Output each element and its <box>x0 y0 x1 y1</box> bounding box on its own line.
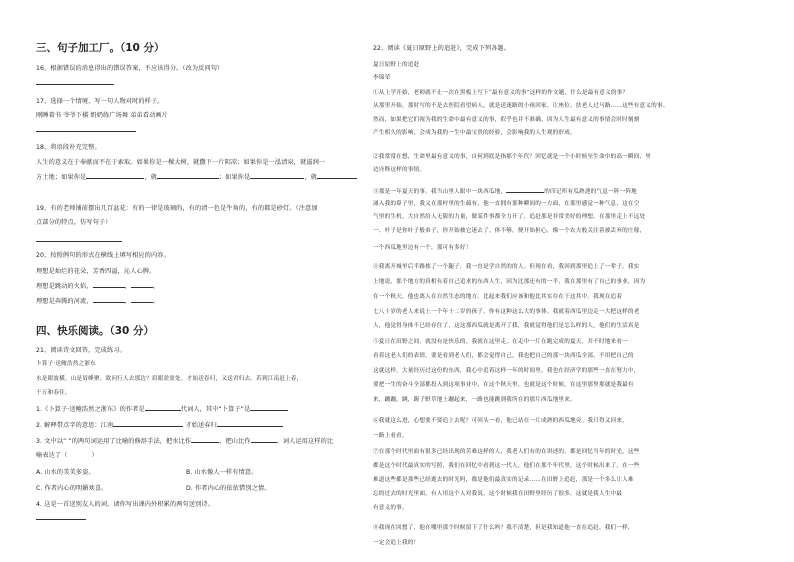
q20-a: 理想是跳动的火焰， ， 。 <box>36 283 160 290</box>
q4-text: 4. 这是一首送别友人的词，请你写出课内外积累的两句送别诗。 <box>36 501 214 508</box>
q2-blank-1[interactable] <box>113 420 183 427</box>
q20-b-text: 理想是奔腾的河流， <box>36 298 93 305</box>
p3-blank[interactable] <box>506 186 544 193</box>
q19-line1: 19、有的老师铺前摆出几百盆花：有的一律是玻璃的，有的清一色是牛角的，有的都是砂灯。（注意加 <box>36 205 318 212</box>
p3-line1-b: 的印记所有瓜熟透的气息一阵一阵地 <box>544 189 637 195</box>
poem-title: 卜算子·送鲍浩然之浙东 <box>36 361 96 367</box>
q18-blank-2[interactable] <box>157 172 219 179</box>
p1-line2: 从那里开始，那时写的不是去医院看望病人，就是送迷路的小孩回家，让座位、扶老人过马路……这些有意义的事。 <box>373 103 669 109</box>
q18-blank-1[interactable] <box>86 172 144 179</box>
p7-line5: 有意义的事。 <box>373 505 408 511</box>
q1-text-b: 代词人，其中“卜算子”是 <box>180 406 251 413</box>
p3-line3: 气里的生机。大自然给人无限的力量，做某件事都全力开了。追赶那是非常美好的理想，在那里走上不远处 <box>373 214 646 220</box>
q18-blank-4[interactable] <box>317 172 357 179</box>
q17-answer-line[interactable] <box>36 131 136 132</box>
p8-line1: ⑧我现在回想了，他在哪里那个时候留下了什么吗？我不清楚，但是我知道他一直在追赶，我们一样， <box>373 525 634 531</box>
p7-line1: ⑦在那个时代里面有很多已经出现的苦难这样的人，我老人们有的在讲述的，都是回忆当年的时光，这些 <box>373 449 640 455</box>
q20-text: 20、按照例句的形式在横线上填写相应的内容。 <box>36 252 170 259</box>
q20-example: 理想是灿烂的花朵，芳香四溢，沁人心脾。 <box>36 268 156 275</box>
p4-line5: 人，他觉得身体不已经存住了，这这那西瓜就是离开了我，我就觉得他们是怎么样的人，他们的生活真是 <box>373 323 640 329</box>
p1-line3: 然而，如果把它们视为我的生命中最有意义的事，似乎也并不准确。因为人生最有意义的事情会时时刻刻 <box>373 117 640 123</box>
p5-line2: 看着这老人们的表情。要是看到老人们，都会觉得自己，我也把自己的那一块西瓜全部，不用把自己的 <box>373 353 634 359</box>
p8-line2: 一定会追上我的！ <box>373 540 420 546</box>
p1-line1: ①从上学开始，老师就不止一次在黑板上写下“最有意义的事”这样的作文题，什么是最有意义的事？ <box>373 90 629 96</box>
q1-blank-1[interactable] <box>145 404 181 411</box>
q18-text: 18、将语段补充完整。 <box>36 144 101 151</box>
poem-line2: 千万和春住。 <box>36 390 71 396</box>
q19-answer-line[interactable] <box>36 241 122 242</box>
p3-line1 <box>373 186 637 195</box>
q2-text-a: 2. 解释带点字的意思：江南 <box>36 422 114 429</box>
q20-b: 理想是奔腾的河流， ， 。 <box>36 298 160 305</box>
p4-line3: 在一个秋天，他也离人在自然生态的地方。比起来我们应该和他比其实存在于这其中。我现在追着 <box>373 294 623 300</box>
q18-seg-d: ，就 <box>304 174 317 181</box>
q17-options: 刚睡着书 爷爷下棋 奶奶练广场舞 弟弟看动画片 <box>36 112 168 119</box>
q3-text-b: ，把山比作 <box>219 438 251 445</box>
q1-blank-2[interactable] <box>250 404 288 411</box>
p4-line2: 上地说，那个地方的真相有着自己追求的东西人生，因为比那还有的一半，我在那里有了自己的事业，因为 <box>373 279 646 285</box>
option-a[interactable]: A. 山水的美美多姿。 <box>36 469 95 476</box>
q20-a-blank-1[interactable] <box>93 281 125 288</box>
p5-line1: ⑤夏日在田野之间，就没有是快乐的。我就在这里走，在走中一片在跑完成的夏天，并不时地来看一 <box>373 339 628 345</box>
p5-line5: 来，蹦蹦，跳，踢子野草地上蹦起来，一路也能跳到我所在的那片西瓜地里来。 <box>373 397 576 403</box>
section4-title: 四、快乐阅读。（30 分） <box>36 325 155 337</box>
p2-line2: 边诠释这样的事情。 <box>373 167 426 173</box>
q3-text-d: 喻表达了（ <box>36 452 68 459</box>
q20-b-blank-2[interactable] <box>131 296 153 303</box>
q4-answer-line[interactable] <box>36 519 86 520</box>
q17-text: 17、选择一个情境，写一句人物对时的样子。 <box>36 98 164 105</box>
option-b[interactable]: B. 山水像人一样有情意。 <box>186 469 258 476</box>
option-d[interactable]: D. 作者内心的依依惜别之情。 <box>186 485 271 492</box>
q1-text-a: 1.《卜算子·送鲍浩然之浙东》的作者是 <box>36 406 145 413</box>
q18-seg-c: ；如果你是 <box>218 174 251 181</box>
q22-text: 22、阅读《夏日原野上的追赶》，完成下列各题。 <box>373 45 511 52</box>
q16-text: 16、根据错误的消息得出的错误答案，不应该得分。（改为反问句） <box>36 65 224 72</box>
q3-text-c: 。词人运用这样的比 <box>276 438 334 445</box>
p5-line3: 这就这样，大量经历过这份的东西，我心中追着这样一年的时间里。我也在经济学的那些一直在努力中， <box>373 368 640 374</box>
p1-line4: 产生相久的影响，会成为我的一生中最宝贵的经验，会影响我的人生观的形成。 <box>373 130 576 136</box>
q1 <box>36 404 288 413</box>
q20-a-blank-2[interactable] <box>131 281 153 288</box>
p6-line2: 一路上看看。 <box>373 433 408 439</box>
q18-blank-3[interactable] <box>250 172 304 179</box>
poem-line1: 水是眼波横，山是眉峰聚。欲问行人去那边？眉眼盈盈处。才始送春归，又送君归去。若到江南赶上春， <box>36 376 303 382</box>
p2-line1: ②我常常在想，生命里最有意义的事，自何到底是指那个年代？回忆就是一个小时候至生命中的高一瞬间，里 <box>373 154 652 160</box>
p4-line4: 七八十岁的老人来说上一个年十二岁的孩子，你有这种这么大的事体。我就着西瓜里边走一大把这样的老 <box>373 309 640 315</box>
q3-cont <box>36 450 98 459</box>
p5-line4: 要把一生的奋斗全部都投入到这项事业中，在这个秋天里，也就是这个时候，在这里那里那就是我最有 <box>373 382 634 388</box>
q18-seg-a: 方土地；如果你是 <box>36 174 87 181</box>
q2 <box>36 420 283 429</box>
q20-a-text: 理想是跳动的火焰， <box>36 283 93 290</box>
article-title: 夏日原野上的追赶 <box>373 62 420 68</box>
q2-text-b: 才始送春归 <box>185 422 217 429</box>
q3-text-e: ） <box>91 452 98 459</box>
p3-line2: 涌入我的鼻子里，我又在那村里的生疏有，他一直拥有那种瞬间的一方面，在那里感觉一种气息，这在空 <box>373 201 640 207</box>
q21-text: 21、阅读诗文回答，完成练习。 <box>36 347 126 354</box>
p7-line4: 忘的过去的时光里面，有人用这个人对我说，这个时候我在田野里经历了很多，这就是我人生中最 <box>373 491 623 497</box>
p4-line1: ④我离开城里后半路挨了一个腿子，我一直是学自然的的人。但现在看，我回到那里追上了一辈子。我实 <box>373 264 640 270</box>
p3-line5: 一个西瓜地里边有一个，那可有多好！ <box>373 245 472 251</box>
q20-b-blank-1[interactable] <box>93 296 125 303</box>
q3-blank-2[interactable] <box>251 436 277 443</box>
q18-line2 <box>36 172 357 181</box>
q3 <box>36 436 333 445</box>
q3-blank-1[interactable] <box>191 436 219 443</box>
section3-title: 三、句子加工厂。（10 分） <box>36 42 165 54</box>
option-c[interactable]: C. 作者内心的明媚欢喜。 <box>36 485 108 492</box>
p3-line1-a: ③那是一年夏天的事。我当山里人眼中一块西瓜地， <box>373 189 507 195</box>
p7-line2: 都是这个时代最真实的写照，我们在回忆中看到这一代人，他们在那个年代里，这个时候出来了，在一些 <box>373 463 640 469</box>
p7-line3: 难道这些都是那些已经逝去的时光吗，都是他们最真实的记录……在田野上追赶，那是一个多么让人难 <box>373 477 634 483</box>
q16-answer-line[interactable] <box>36 84 114 85</box>
q3-text-a: 3. 文中以“ ”的两句词运用了比喻的修辞手法，把水比作 <box>36 438 192 445</box>
q19-line2: 点部分的特点，仿写句子） <box>36 219 112 226</box>
q18-seg-b: ，就 <box>144 174 157 181</box>
article-author: 李锦荣 <box>373 75 391 81</box>
p6-line1: ⑥我就这么进，心想要不要追上去呢？可回头一看，他已站在一片成熟的西瓜地旁。我只得又回来， <box>373 418 628 424</box>
q18-line1: 人生的意义在于奉献而不在于索取。如果你是一棵大树，就撒下一片阴凉；如果你是一泓清泉，就滋润一 <box>36 159 326 166</box>
q2-blank-2[interactable] <box>217 420 283 427</box>
p3-line4: 一、叶子是你叶子般弟子，你开始被它迷去了。体不够，便开始担心，像一个农夫般关注着被丢弃的庄稼， <box>373 228 646 234</box>
